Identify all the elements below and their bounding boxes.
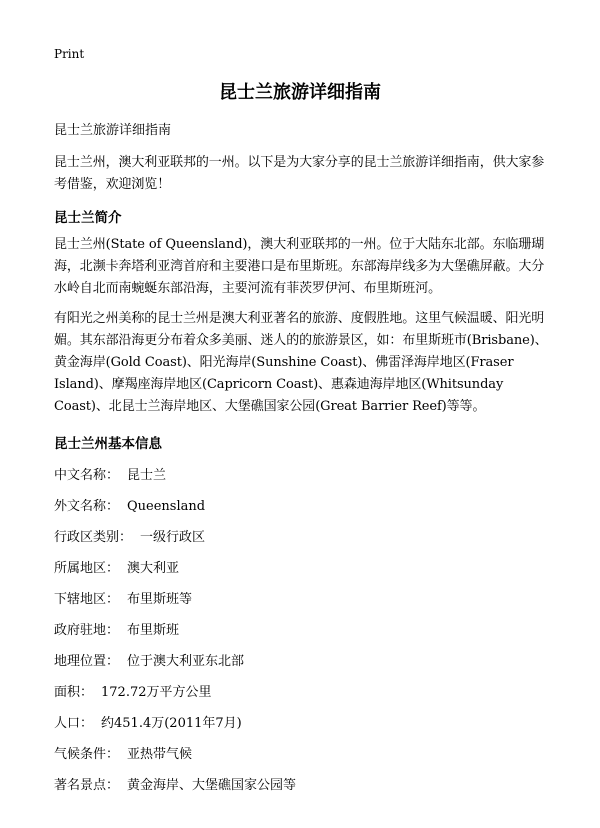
info-label: 中文名称： — [54, 468, 120, 483]
info-label: 所属地区： — [54, 561, 120, 576]
info-label: 外文名称： — [54, 499, 120, 514]
intro-paragraph: 昆士兰州，澳大利亚联邦的一州。以下是为大家分享的昆士兰旅游详细指南，供大家参考借鉴，欢迎浏览！ — [54, 155, 545, 192]
info-label: 下辖地区： — [54, 592, 120, 607]
info-item-capital — [54, 615, 550, 646]
info-value: 172.72万平方公里 — [101, 685, 212, 700]
info-item-region — [54, 553, 550, 584]
document-body — [54, 119, 550, 801]
info-item-attractions — [54, 770, 550, 801]
info-label: 行政区类别： — [54, 530, 133, 545]
info-value: 一级行政区 — [140, 530, 206, 545]
info-value: Queensland — [127, 499, 206, 514]
document-subtitle: 昆士兰旅游详细指南 — [54, 123, 172, 138]
info-value: 澳大利亚 — [127, 561, 180, 576]
info-item-location — [54, 646, 550, 677]
info-label: 政府驻地： — [54, 623, 120, 638]
info-value: 位于澳大利亚东北部 — [127, 654, 245, 669]
info-item-subdivisions — [54, 584, 550, 615]
info-label: 气候条件： — [54, 747, 120, 762]
info-item-chinese-name — [54, 460, 550, 491]
info-label: 人口： — [54, 716, 94, 731]
page-title: 昆士兰旅游详细指南 — [219, 82, 381, 103]
info-value: 昆士兰 — [127, 468, 167, 483]
info-label: 面积： — [54, 685, 94, 700]
info-label: 地理位置： — [54, 654, 120, 669]
print-link[interactable]: Print — [54, 47, 85, 61]
info-value: 亚热带气候 — [127, 747, 193, 762]
info-value: 黄金海岸、大堡礁国家公园等 — [127, 778, 297, 793]
info-value: 约451.4万(2011年7月) — [101, 716, 242, 731]
info-label: 著名景点： — [54, 778, 120, 793]
info-value: 布里斯班 — [127, 623, 180, 638]
info-item-area — [54, 677, 550, 708]
info-item-admin-type — [54, 522, 550, 553]
basic-info-list — [54, 460, 550, 801]
info-item-climate — [54, 739, 550, 770]
info-item-foreign-name — [54, 491, 550, 522]
info-item-population — [54, 708, 550, 739]
paragraph-overview: 昆士兰州(State of Queensland)，澳大利亚联邦的一州。位于大陆东北部。东临珊瑚海，北濒卡奔塔利亚湾首府和主要港口是布里斯班。东部海岸线多为大堡礁屏蔽。大分水岭自北而南蜿蜒东部沿海，主要河流有菲茨罗伊河、布里斯班河。 — [54, 237, 545, 296]
section-heading-basic-info: 昆士兰州基本信息 — [54, 436, 162, 452]
info-value: 布里斯班等 — [127, 592, 193, 607]
section-heading-intro: 昆士兰简介 — [54, 210, 122, 226]
paragraph-tourism: 有阳光之州美称的昆士兰州是澳大利亚著名的旅游、度假胜地。这里气候温暖、阳光明媚。其东部沿海更分布着众多美丽、迷人的的旅游景区，如：布里斯班市(Brisbane)、黄金海岸(Gold Coast)、阳光海岸(Sunshine Coast)、佛雷泽海岸地区(Fraser Island)、摩羯座海岸地区(Capricorn Coast)、惠森迪海岸地区(Whitsunday Coast)、北昆士兰海岸地区、大堡礁国家公园(Great Barrier Reef)等等。 — [54, 311, 548, 414]
